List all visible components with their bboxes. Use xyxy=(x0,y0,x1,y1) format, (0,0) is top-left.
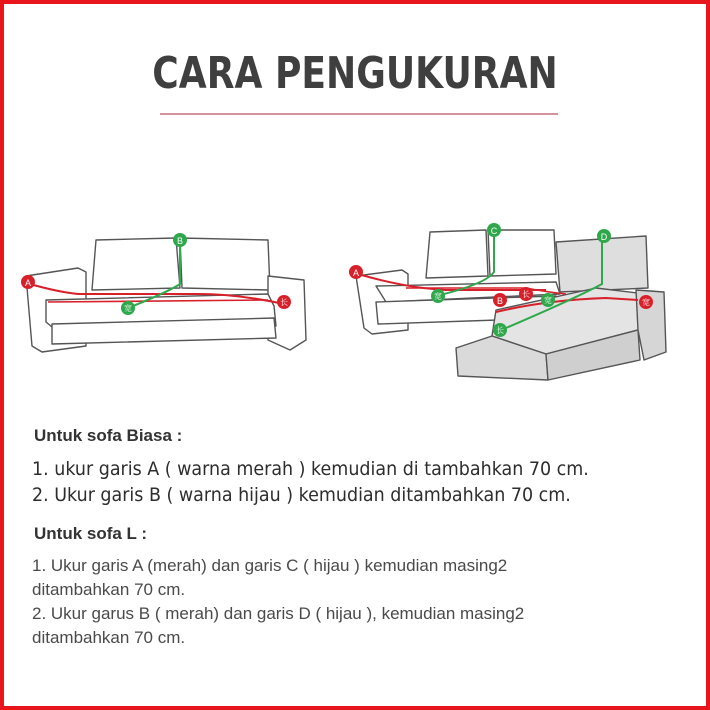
svg-text:长: 长 xyxy=(496,326,504,335)
biasa-instruction-2: 2. Ukur garis B ( warna hijau ) kemudian ditambahkan 70 cm. xyxy=(32,484,571,506)
biasa-instruction-1: 1. ukur garis A ( warna merah ) kemudian di tambahkan 70 cm. xyxy=(32,458,589,480)
marker-chang-icon xyxy=(519,287,533,301)
svg-text:A: A xyxy=(352,268,360,278)
svg-text:B: B xyxy=(496,296,504,306)
svg-text:D: D xyxy=(600,232,608,242)
sofa-l-diagram xyxy=(346,218,676,390)
marker-b-icon xyxy=(173,233,187,247)
marker-chang-icon xyxy=(277,295,291,309)
marker-kuan-icon xyxy=(121,301,135,315)
svg-text:宽: 宽 xyxy=(434,292,442,301)
svg-text:B: B xyxy=(176,236,184,246)
svg-text:宽: 宽 xyxy=(544,296,552,305)
l-instruction-1: 1. Ukur garis A (merah) dan garis C ( hijau ) kemudian masing2 xyxy=(32,556,508,575)
title-underline xyxy=(160,113,558,115)
svg-text:长: 长 xyxy=(280,298,288,307)
marker-a-icon xyxy=(349,265,363,279)
section-biasa-heading: Untuk sofa Biasa : xyxy=(34,426,183,445)
svg-text:A: A xyxy=(24,278,32,288)
l-instruction-2: 2. Ukur garus B ( merah) dan garis D ( hijau ), kemudian masing2 xyxy=(32,604,525,623)
marker-c-icon xyxy=(487,223,501,237)
marker-kuan-icon xyxy=(431,289,445,303)
marker-b-icon xyxy=(493,293,507,307)
sofa-biasa-diagram xyxy=(18,228,314,358)
svg-text:宽: 宽 xyxy=(642,298,650,307)
l-instruction-1-cont: ditambahkan 70 cm. xyxy=(32,580,186,599)
marker-a-icon xyxy=(21,275,35,289)
section-l-heading: Untuk sofa L : xyxy=(34,524,148,543)
marker-chang-icon xyxy=(493,323,507,337)
page-title: CARA PENGUKURAN xyxy=(152,48,558,99)
marker-kuan-icon xyxy=(541,293,555,307)
svg-text:宽: 宽 xyxy=(124,304,132,313)
svg-text:长: 长 xyxy=(522,290,530,299)
l-instruction-2-cont: ditambahkan 70 cm. xyxy=(32,628,186,647)
marker-d-icon xyxy=(597,229,611,243)
marker-kuan-icon xyxy=(639,295,653,309)
svg-text:C: C xyxy=(490,226,498,236)
